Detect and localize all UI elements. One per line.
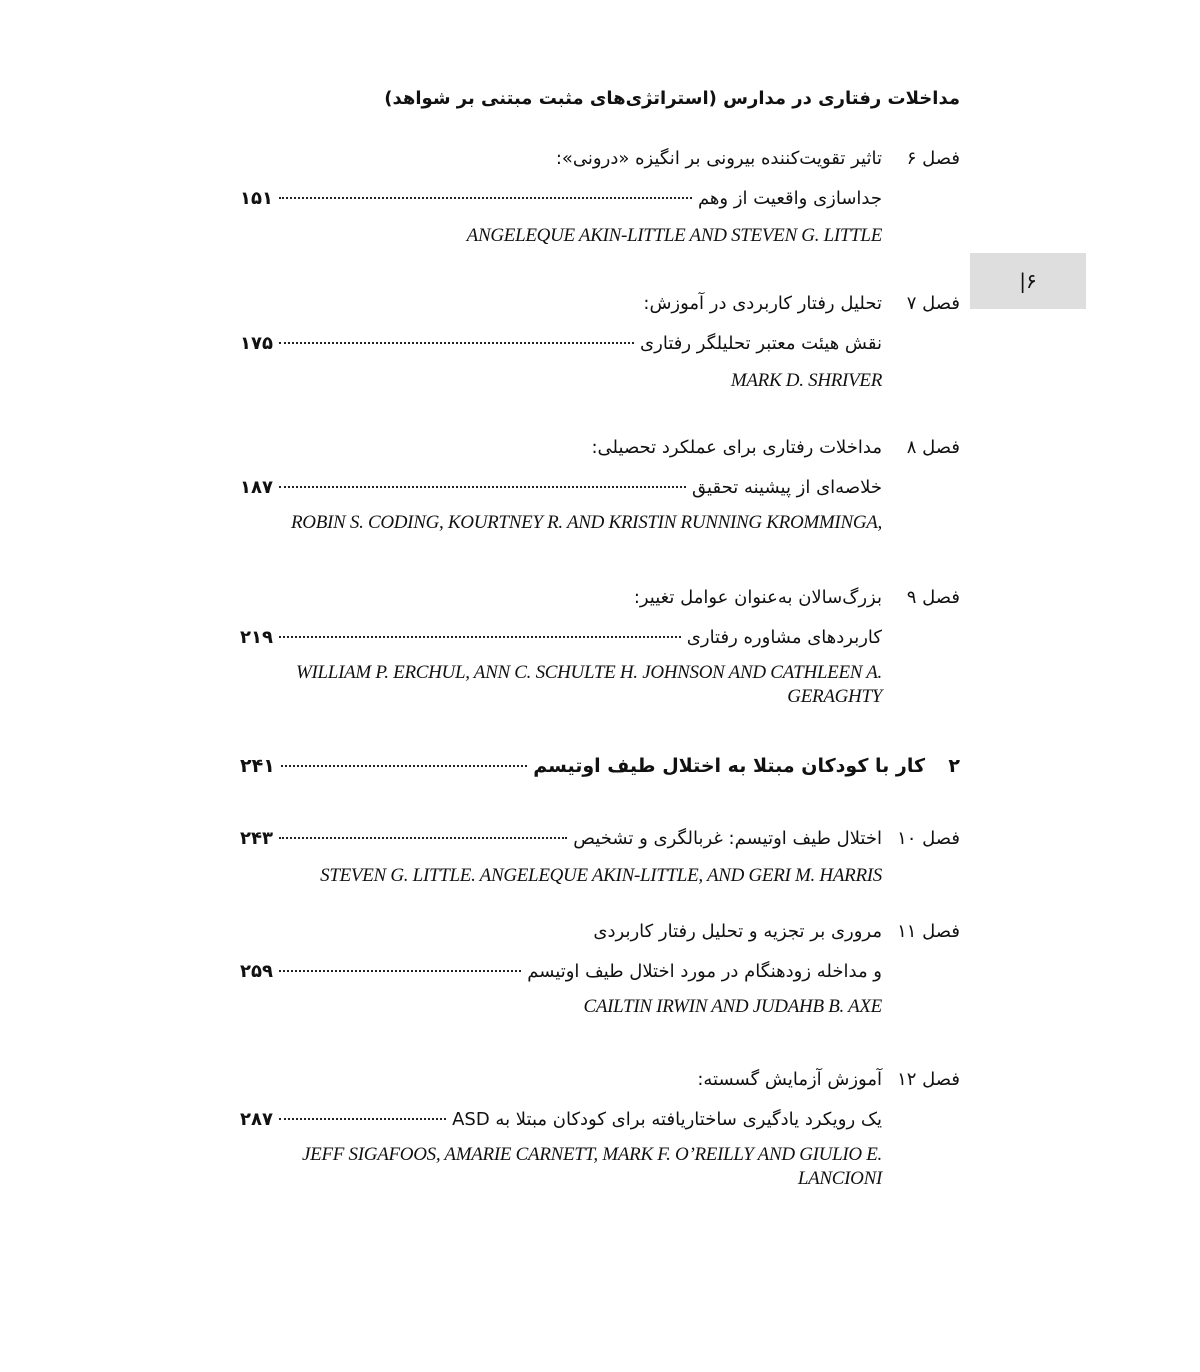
chapter-label: فصل ۱۲	[897, 1069, 960, 1090]
chapter-title: تاثیر تقویت‌کننده بیرونی بر انگیزه «درونی»:	[555, 148, 882, 169]
toc-line	[240, 828, 882, 858]
chapter-label: فصل ۹	[906, 587, 960, 608]
toc-line	[240, 477, 882, 507]
toc-line	[240, 188, 882, 218]
toc-entry-ch8[interactable]	[240, 437, 960, 533]
chapter-subtitle: یک رویکرد یادگیری ساختاریافته برای کودکان مبتلا به ASD	[452, 1109, 882, 1130]
toc-line	[240, 1109, 882, 1139]
chapter-title: بزرگ‌سالان به‌عنوان عوامل تغییر:	[633, 587, 882, 608]
part-title: کار با کودکان مبتلا به اختلال طیف اوتیسم	[533, 755, 925, 777]
page-ref: ۱۸۷	[240, 477, 273, 498]
chapter-subtitle: خلاصه‌ای از پیشینه تحقیق	[692, 477, 882, 498]
page-ref: ۱۵۱	[240, 188, 273, 209]
toc-entry-ch10[interactable]	[240, 828, 960, 886]
chapter-authors: JEFF SIGAFOOS, AMARIE CARNETT, MARK F. O’REILLY AND GIULIO E. LANCIONI	[302, 1144, 882, 1189]
dot-leader	[279, 342, 634, 344]
chapter-authors: MARK D. SHRIVER	[730, 370, 882, 391]
chapter-label: فصل ۱۱	[897, 921, 960, 942]
chapter-authors: ROBIN S. CODING, KOURTNEY R. AND KRISTIN RUNNING KROMMINGA,	[290, 512, 882, 533]
chapter-title: تحلیل رفتار کاربردی در آموزش:	[643, 293, 882, 314]
dot-leader	[279, 970, 521, 972]
page-number-tab: ۶|	[970, 253, 1086, 309]
toc-entry-ch9[interactable]	[240, 587, 960, 707]
page-ref: ۲۴۳	[240, 828, 273, 849]
page-ref: ۲۴۱	[240, 755, 275, 777]
chapter-subtitle: کاربردهای مشاوره رفتاری	[686, 627, 882, 648]
toc-line	[240, 961, 882, 991]
chapter-authors: CAILTIN IRWIN AND JUDAHB B. AXE	[583, 996, 882, 1017]
dot-leader	[281, 765, 527, 767]
chapter-label: فصل ۶	[906, 148, 960, 169]
dot-leader	[279, 486, 686, 488]
dot-leader	[279, 837, 567, 839]
chapter-label: فصل ۱۰	[897, 828, 960, 849]
chapter-authors: WILLIAM P. ERCHUL, ANN C. SCHULTE H. JOHNSON AND CATHLEEN A. GERAGHTY	[295, 662, 882, 707]
running-header: مداخلات رفتاری در مدارس (استراتژی‌های مثبت مبتنی بر شواهد)	[384, 88, 960, 109]
page-ref: ۲۱۹	[240, 627, 273, 648]
chapter-subtitle: و مداخله زودهنگام در مورد اختلال طیف اوتیسم	[527, 961, 882, 982]
dot-leader	[279, 636, 681, 638]
chapter-authors: STEVEN G. LITTLE. ANGELEQUE AKIN-LITTLE, AND GERI M. HARRIS	[320, 865, 882, 886]
chapter-authors: ANGELEQUE AKIN-LITTLE AND STEVEN G. LITTLE	[466, 225, 882, 246]
dot-leader	[279, 1118, 446, 1120]
chapter-title: مروری بر تجزیه و تحلیل رفتار کاربردی	[593, 921, 882, 942]
chapter-label: فصل ۷	[906, 293, 960, 314]
toc-part-2[interactable]	[240, 755, 960, 785]
dot-leader	[279, 197, 692, 199]
chapter-title: مداخلات رفتاری برای عملکرد تحصیلی:	[591, 437, 882, 458]
toc-entry-ch7[interactable]	[240, 293, 960, 391]
toc-entry-ch12[interactable]	[240, 1069, 960, 1189]
toc-line	[240, 333, 882, 363]
toc-line	[240, 627, 882, 657]
page-ref: ۱۷۵	[240, 333, 273, 354]
chapter-subtitle: جداسازی واقعیت از وهم	[697, 188, 882, 209]
toc-entry-ch6[interactable]	[240, 148, 960, 246]
toc-entry-ch11[interactable]	[240, 921, 960, 1017]
part-number: ۲	[948, 755, 960, 777]
chapter-title: اختلال طیف اوتیسم: غربالگری و تشخیص	[573, 828, 882, 849]
page-ref: ۲۵۹	[240, 961, 273, 982]
chapter-title: آموزش آزمایش گسسته:	[697, 1069, 882, 1090]
chapter-subtitle: نقش هیئت معتبر تحلیلگر رفتاری	[640, 333, 882, 354]
chapter-label: فصل ۸	[906, 437, 960, 458]
page-ref: ۲۸۷	[240, 1109, 273, 1130]
toc-line	[240, 755, 925, 785]
